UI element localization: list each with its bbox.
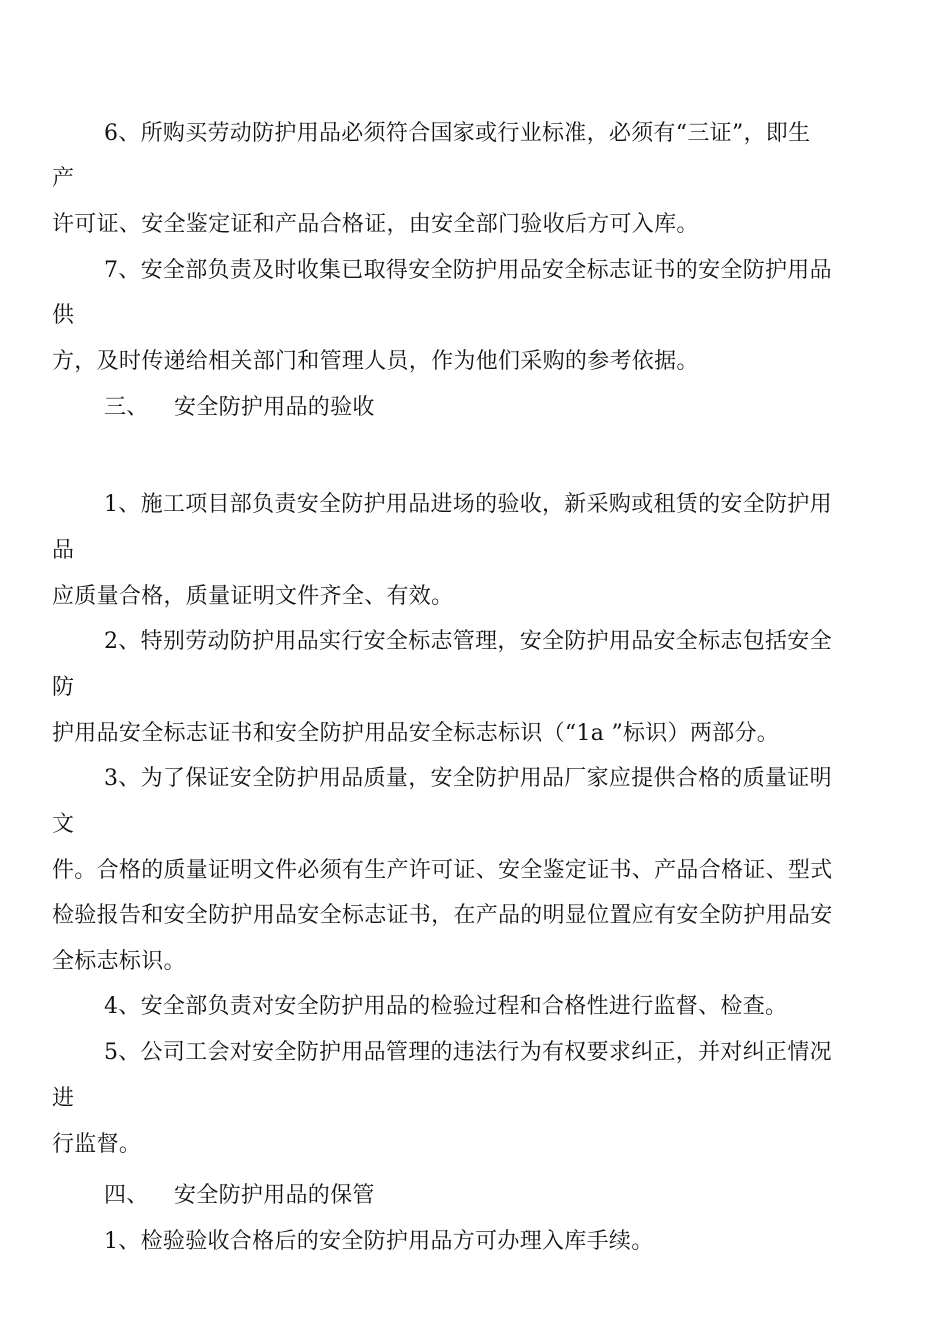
s3-item-3-line-2: 文 [52,812,75,837]
section-3-number: 三、 [104,395,149,420]
s3-item-2-line-1: 2、特别劳动防护用品实行安全标志管理，安全防护用品安全标志包括安全 [104,629,832,654]
s3-item-3-line-3: 件。合格的质量证明文件必须有生产许可证、安全鉴定证书、产品合格证、型式 [52,858,833,883]
s3-item-2-line-3: 护用品安全标志证书和安全防护用品安全标志标识（“1a ”标识）两部分。 [52,721,780,746]
paragraph-7-line-3: 方，及时传递给相关部门和管理人员，作为他们采购的参考依据。 [52,349,699,374]
s3-item-3-line-1: 3、为了保证安全防护用品质量，安全防护用品厂家应提供合格的质量证明 [104,766,832,791]
paragraph-7-line-2: 供 [52,303,75,328]
section-3-heading: 安全防护用品的验收 [174,395,375,420]
s3-item-2-line-2: 防 [52,675,75,700]
s4-item-1-line-1: 1、检验验收合格后的安全防护用品方可办理入库手续。 [104,1229,654,1254]
paragraph-6-line-2: 产 [52,166,75,191]
section-4-heading: 安全防护用品的保管 [174,1183,375,1208]
s3-item-4-line-1: 4、安全部负责对安全防护用品的检验过程和合格性进行监督、检查。 [104,994,788,1019]
s3-item-3-line-4: 检验报告和安全防护用品安全标志证书，在产品的明显位置应有安全防护用品安 [52,903,833,928]
section-4-number: 四、 [104,1183,149,1208]
s3-item-1-line-1: 1、施工项目部负责安全防护用品进场的验收，新采购或租赁的安全防护用 [104,492,832,517]
s3-item-1-line-3: 应质量合格，质量证明文件齐全、有效。 [52,584,454,609]
paragraph-6-line-1: 6、所购买劳动防护用品必须符合国家或行业标准，必须有“三证”，即生 [104,121,811,146]
s3-item-1-line-2: 品 [52,538,75,563]
paragraph-7-line-1: 7、安全部负责及时收集已取得安全防护用品安全标志证书的安全防护用品 [104,258,832,283]
s3-item-5-line-3: 行监督。 [52,1132,142,1157]
s3-item-3-line-5: 全标志标识。 [52,949,186,974]
s3-item-5-line-1: 5、公司工会对安全防护用品管理的违法行为有权要求纠正，并对纠正情况 [104,1040,832,1065]
s3-item-5-line-2: 进 [52,1086,75,1111]
paragraph-6-line-3: 许可证、安全鉴定证和产品合格证，由安全部门验收后方可入库。 [52,212,699,237]
